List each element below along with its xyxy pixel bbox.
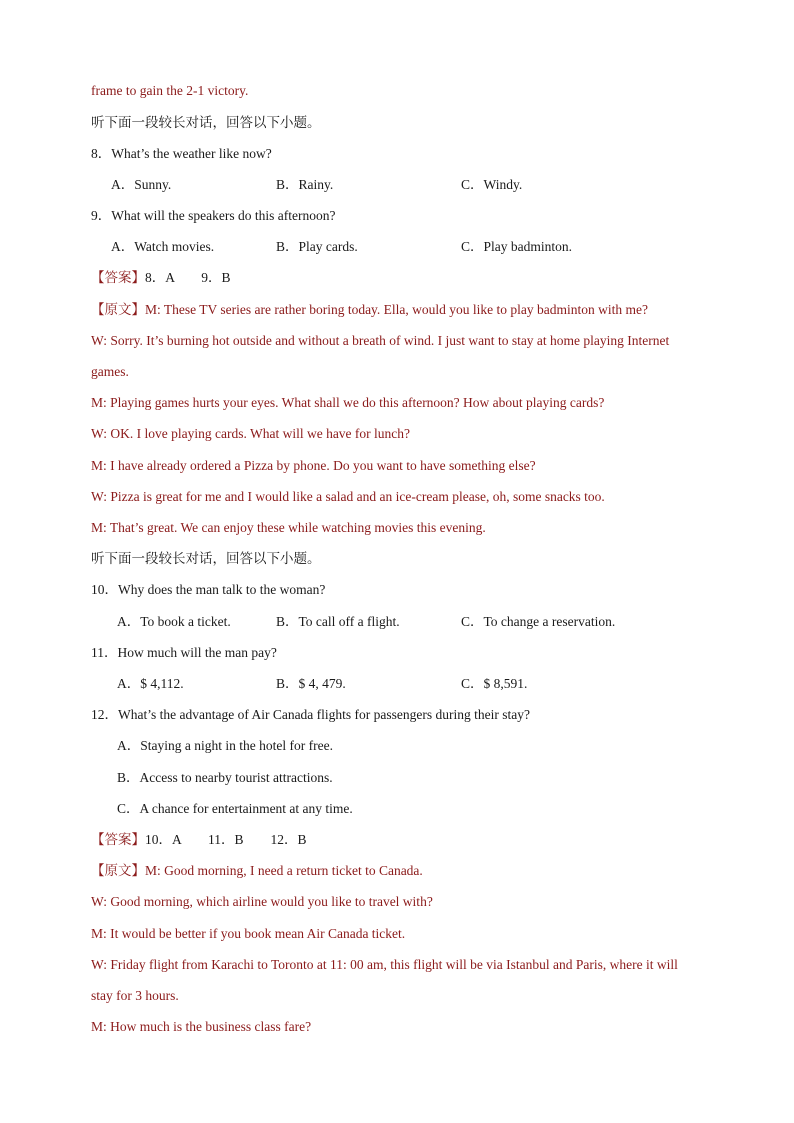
transcript-line: M: How much is the business class fare? [91,1019,312,1034]
transcript-line: W: Pizza is great for me and I would like a salad and an ice-cream please, oh, some snacks too. [91,489,605,504]
q8-option-b: B．Rainy. [276,177,334,192]
transcript-line: M: That’s great. We can enjoy these while watching movies this evening. [91,520,486,535]
transcript-line: W: Friday flight from Karachi to Toronto at 11: 00 am, this flight will be via Istanbul and Paris, where it will [91,957,678,972]
q10-option-c: C．To change a reservation. [461,614,616,629]
section-instruction: 听下面一段较长对话，回答以下小题。 [91,551,321,566]
previous-transcript-continuation: frame to gain the 2-1 victory. [91,83,249,98]
transcript-line: games. [91,364,129,379]
transcript-line: M: I have already ordered a Pizza by phone. Do you want to have something else? [91,458,536,473]
q11-option-b: B．$ 4, 479. [276,676,346,691]
answer-text: 10．A 11．B 12．B [145,832,307,847]
q10-option-b: B．To call off a flight. [276,614,400,629]
transcript-line: W: Sorry. It’s burning hot outside and without a breath of wind. I just want to stay at home playing Internet [91,333,670,348]
q9-option-b: B．Play cards. [276,239,358,254]
transcript-label: 【原文】 [91,302,145,317]
q12-option-c: C．A chance for entertainment at any time. [117,801,353,816]
transcript-line: W: Good morning, which airline would you like to travel with? [91,894,433,909]
question-10: 10．Why does the man talk to the woman? [91,582,326,597]
q9-option-c: C．Play badminton. [461,239,572,254]
answer-label: 【答案】 [91,832,145,847]
transcript-line: 【原文】M: Good morning, I need a return ticket to Canada. [91,863,423,878]
q12-option-b: B．Access to nearby tourist attractions. [117,770,333,785]
q9-option-a: A．Watch movies. [111,239,215,254]
answer-line [91,831,307,849]
q12-option-a: A．Staying a night in the hotel for free. [117,738,333,753]
q8-option-c: C．Windy. [461,177,523,192]
transcript-line: 【原文】M: These TV series are rather boring today. Ella, would you like to play badminton with me? [91,302,649,317]
transcript-label: 【原文】 [91,863,145,878]
answer-text: 8．A 9．B [145,270,231,285]
question-12: 12．What’s the advantage of Air Canada flights for passengers during their stay? [91,707,531,722]
question-11: 11．How much will the man pay? [91,645,277,660]
question-9: 9．What will the speakers do this afternoon? [91,208,336,223]
answer-label: 【答案】 [91,270,145,285]
transcript-line: M: It would be better if you book mean Air Canada ticket. [91,926,406,941]
transcript-line: M: Playing games hurts your eyes. What shall we do this afternoon? How about playing cards? [91,395,605,410]
section-instruction: 听下面一段较长对话，回答以下小题。 [91,115,321,130]
q11-option-a: A．$ 4,112. [117,676,184,691]
q10-option-a: A．To book a ticket. [117,614,231,629]
q8-option-a: A．Sunny. [111,177,172,192]
transcript-line: stay for 3 hours. [91,988,179,1003]
answer-line [91,269,231,287]
q11-option-c: C．$ 8,591. [461,676,528,691]
question-8: 8．What’s the weather like now? [91,146,272,161]
transcript-line: W: OK. I love playing cards. What will we have for lunch? [91,426,411,441]
